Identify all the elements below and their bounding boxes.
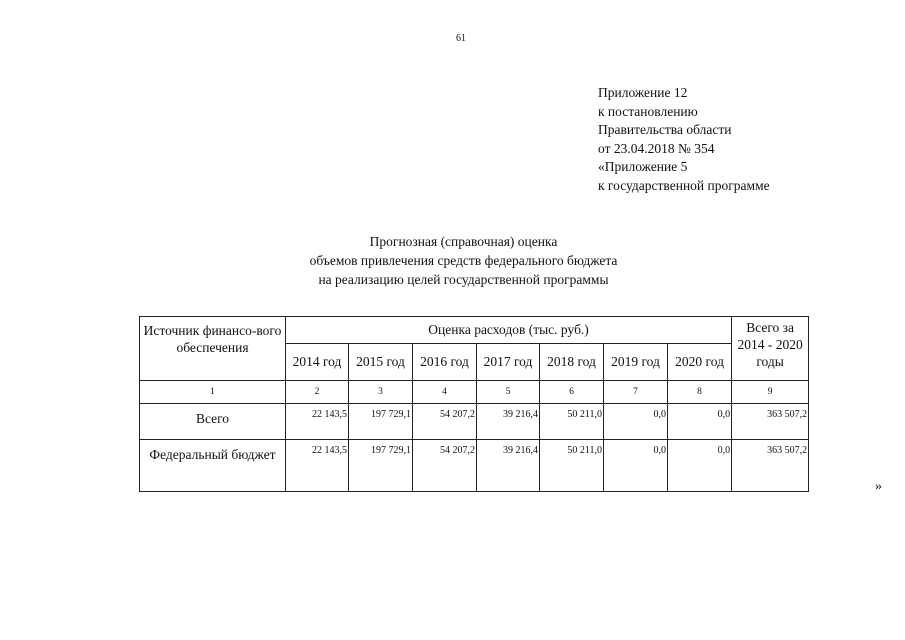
appendix-header bbox=[598, 84, 770, 195]
table-cell: 39 216,4 bbox=[477, 404, 540, 440]
column-number: 6 bbox=[540, 381, 604, 404]
table-row bbox=[140, 440, 809, 492]
appendix-line: от 23.04.2018 № 354 bbox=[598, 140, 715, 156]
row-label: Всего bbox=[140, 404, 286, 440]
table-cell: 50 211,0 bbox=[540, 440, 604, 492]
column-number: 4 bbox=[413, 381, 477, 404]
document-title bbox=[0, 232, 905, 289]
closing-quote: » bbox=[875, 479, 882, 494]
table-cell: 197 729,1 bbox=[349, 404, 413, 440]
table-cell: 39 216,4 bbox=[477, 440, 540, 492]
appendix-line: Правительства области bbox=[598, 122, 732, 137]
year-header: 2014 год bbox=[286, 344, 349, 381]
year-header: 2019 год bbox=[604, 344, 668, 381]
table-cell: 0,0 bbox=[604, 440, 668, 492]
year-header: 2016 год bbox=[413, 344, 477, 381]
appendix-line: «Приложение 5 bbox=[598, 159, 688, 174]
year-header: 2018 год bbox=[540, 344, 604, 381]
table-cell: 22 143,5 bbox=[286, 404, 349, 440]
title-line: на реализацию целей государственной программы bbox=[318, 272, 609, 287]
year-header: 2020 год bbox=[668, 344, 732, 381]
source-header: Источник финансо-вого обеспечения bbox=[140, 317, 286, 381]
table-cell: 363 507,2 bbox=[732, 440, 809, 492]
column-number: 8 bbox=[668, 381, 732, 404]
column-number: 7 bbox=[604, 381, 668, 404]
table-cell: 0,0 bbox=[604, 404, 668, 440]
column-number: 2 bbox=[286, 381, 349, 404]
table-cell: 54 207,2 bbox=[413, 404, 477, 440]
year-header: 2017 год bbox=[477, 344, 540, 381]
table-cell: 363 507,2 bbox=[732, 404, 809, 440]
table-cell: 54 207,2 bbox=[413, 440, 477, 492]
appendix-line: Приложение 12 bbox=[598, 85, 688, 100]
page-number: 61 bbox=[456, 33, 466, 44]
table-cell: 0,0 bbox=[668, 404, 732, 440]
column-number: 9 bbox=[732, 381, 809, 404]
title-line: Прогнозная (справочная) оценка bbox=[369, 234, 558, 249]
table-row bbox=[140, 404, 809, 440]
total-header: Всего за 2014 - 2020 годы bbox=[732, 317, 809, 381]
year-header: 2015 год bbox=[349, 344, 413, 381]
table-cell: 22 143,5 bbox=[286, 440, 349, 492]
estimate-header: Оценка расходов (тыс. руб.) bbox=[286, 317, 732, 344]
row-label: Федеральный бюджет bbox=[140, 440, 286, 492]
table-cell: 0,0 bbox=[668, 440, 732, 492]
table-cell: 197 729,1 bbox=[349, 440, 413, 492]
budget-table bbox=[139, 316, 809, 492]
table-cell: 50 211,0 bbox=[540, 404, 604, 440]
title-line: объемов привлечения средств федерального бюджета bbox=[309, 253, 618, 268]
column-number: 5 bbox=[477, 381, 540, 404]
column-number: 3 bbox=[349, 381, 413, 404]
appendix-line: к государственной программе bbox=[598, 177, 770, 193]
column-number-row bbox=[140, 381, 809, 404]
appendix-line: к постановлению bbox=[598, 103, 698, 119]
column-number: 1 bbox=[140, 381, 286, 404]
